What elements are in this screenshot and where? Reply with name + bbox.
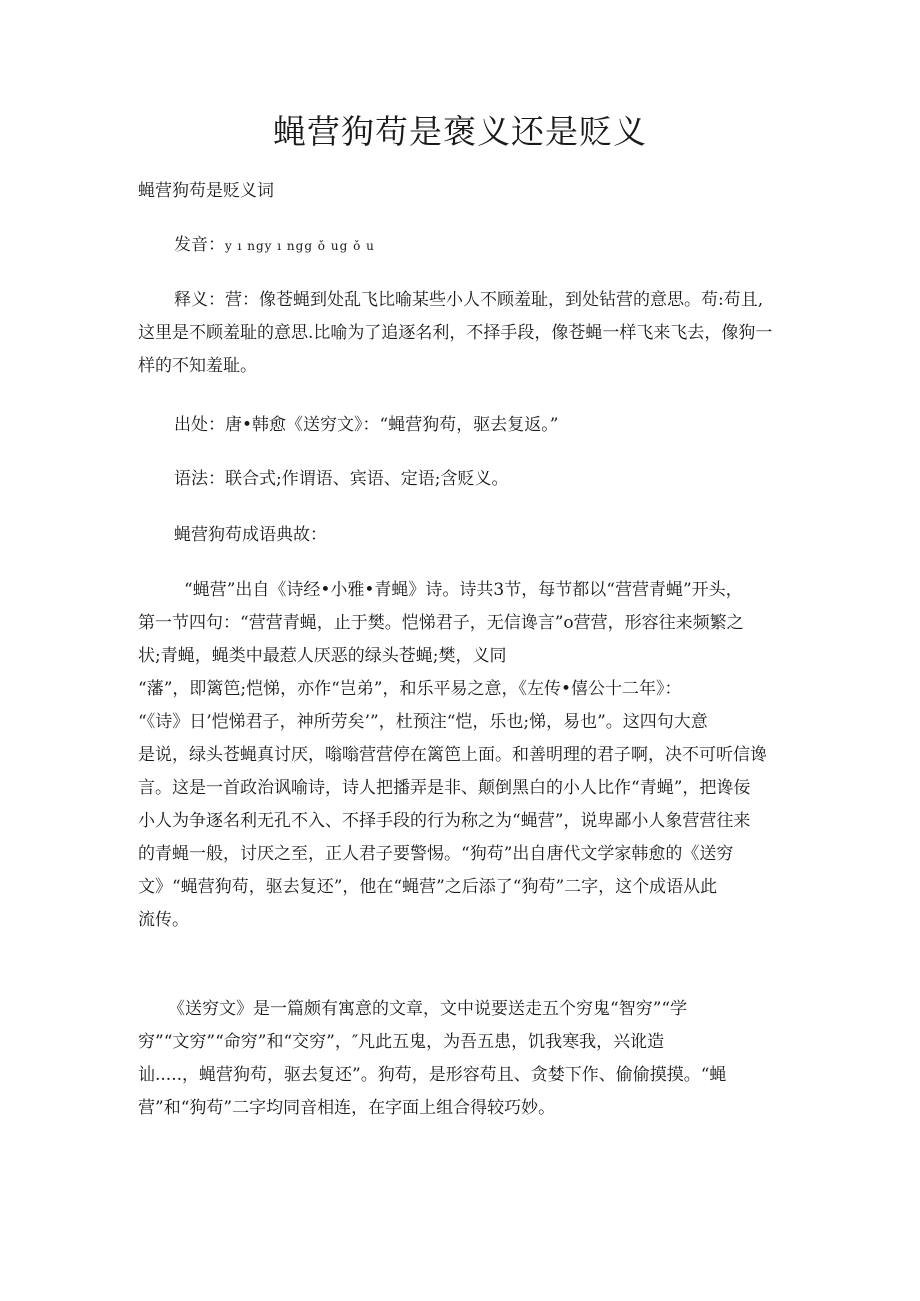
story-heading [138, 519, 778, 552]
story-line: “《诗》日’恺悌君子，神所劳矣’”，杜预注“恺，乐也;悌，易也”。这四句大意 [138, 712, 708, 732]
story-line: 的青蝇一般，讨厌之至，正人君子要警惕。“狗苟”出自唐代文学家韩愈的《送穷 [138, 844, 734, 864]
pronunciation-value: y ı ngy ı ngg ǒ ug ǒ u [225, 239, 375, 253]
essay-line: 营”和“狗苟”二字均同音相连，在字面上组合得较巧妙。 [138, 1098, 556, 1118]
grammar-line: 语法：联合式;作谓语、宾语、定语;含贬义。 [174, 469, 509, 489]
story-line: “蝇营”出自《诗经•小雅•青蝇》诗。诗共3节，每节都以“营营青蝇”开头， [184, 580, 743, 600]
definition-paragraph [138, 284, 778, 383]
pronunciation-paragraph [138, 229, 778, 263]
story-line: 言。这是一首政治讽喻诗，诗人把播弄是非、颠倒黑白的小人比作“青蝇”，把谗佞 [138, 778, 751, 798]
essay-line: 穷”“文穷”“命穷”和“交穷”，″凡此五鬼，为吾五患，饥我寒我，兴讹造 [138, 1032, 665, 1052]
essay-line: 《送穷文》是一篇颇有寓意的文章，文中说要送走五个穷鬼“智穷”“学 [168, 999, 688, 1019]
definition-line: 样的不知羞耻。 [138, 356, 257, 376]
story-line: 状;青蝇，蝇类中最惹人厌恶的绿头苍蝇;樊，义同 [138, 646, 507, 666]
essay-line: 讪.....，蝇营狗苟，驱去复还”。狗苟，是形容苟且、贪婪下作、偷偷摸摸。“蝇 [138, 1065, 727, 1085]
story-line: 第一节四句：“营营青蝇，止于樊。恺悌君子，无信谗言”o营营，形容往来频繁之 [138, 613, 744, 633]
story-heading-text: 蝇营狗苟成语典故： [174, 525, 327, 545]
essay-paragraph [138, 993, 778, 1125]
story-line: 是说，绿头苍蝇真讨厌，嗡嗡营营停在篱笆上面。和善明理的君子啊，决不可听信谗 [138, 745, 767, 765]
source-line: 出处：唐•韩愈《送穷文》：“蝇营狗苟，驱去复返。” [174, 415, 559, 435]
story-line: 流传。 [138, 910, 189, 930]
source-paragraph [138, 409, 778, 442]
story-line: 小人为争逐名利无孔不入、不择手段的行为称之为“蝇营”，说卑鄙小人象营营往来 [138, 811, 751, 831]
definition-line: 释义：营：像苍蝇到处乱飞比喻某些小人不顾羞耻，到处钻营的意思。苟:苟且, [174, 290, 764, 310]
grammar-paragraph [138, 463, 778, 496]
story-line: “藩”，即篱笆;恺悌，亦作“岂弟”，和乐平易之意，《左传•僖公十二年》： [138, 679, 682, 699]
subtitle: 蝇营狗苟是贬义词 [138, 181, 274, 201]
definition-line: 这里是不顾羞耻的意思.比喻为了追逐名利，不择手段，像苍蝇一样飞来飞去，像狗一 [138, 323, 773, 343]
pronunciation-label: 发音： [174, 235, 225, 255]
story-paragraph [138, 574, 778, 937]
page-title: 蝇营狗苟是褒义还是贬义 [273, 112, 647, 151]
story-line: 文》“蝇营狗苟，驱去复还”，他在“蝇营”之后添了“狗苟”二字，这个成语从此 [138, 877, 718, 897]
